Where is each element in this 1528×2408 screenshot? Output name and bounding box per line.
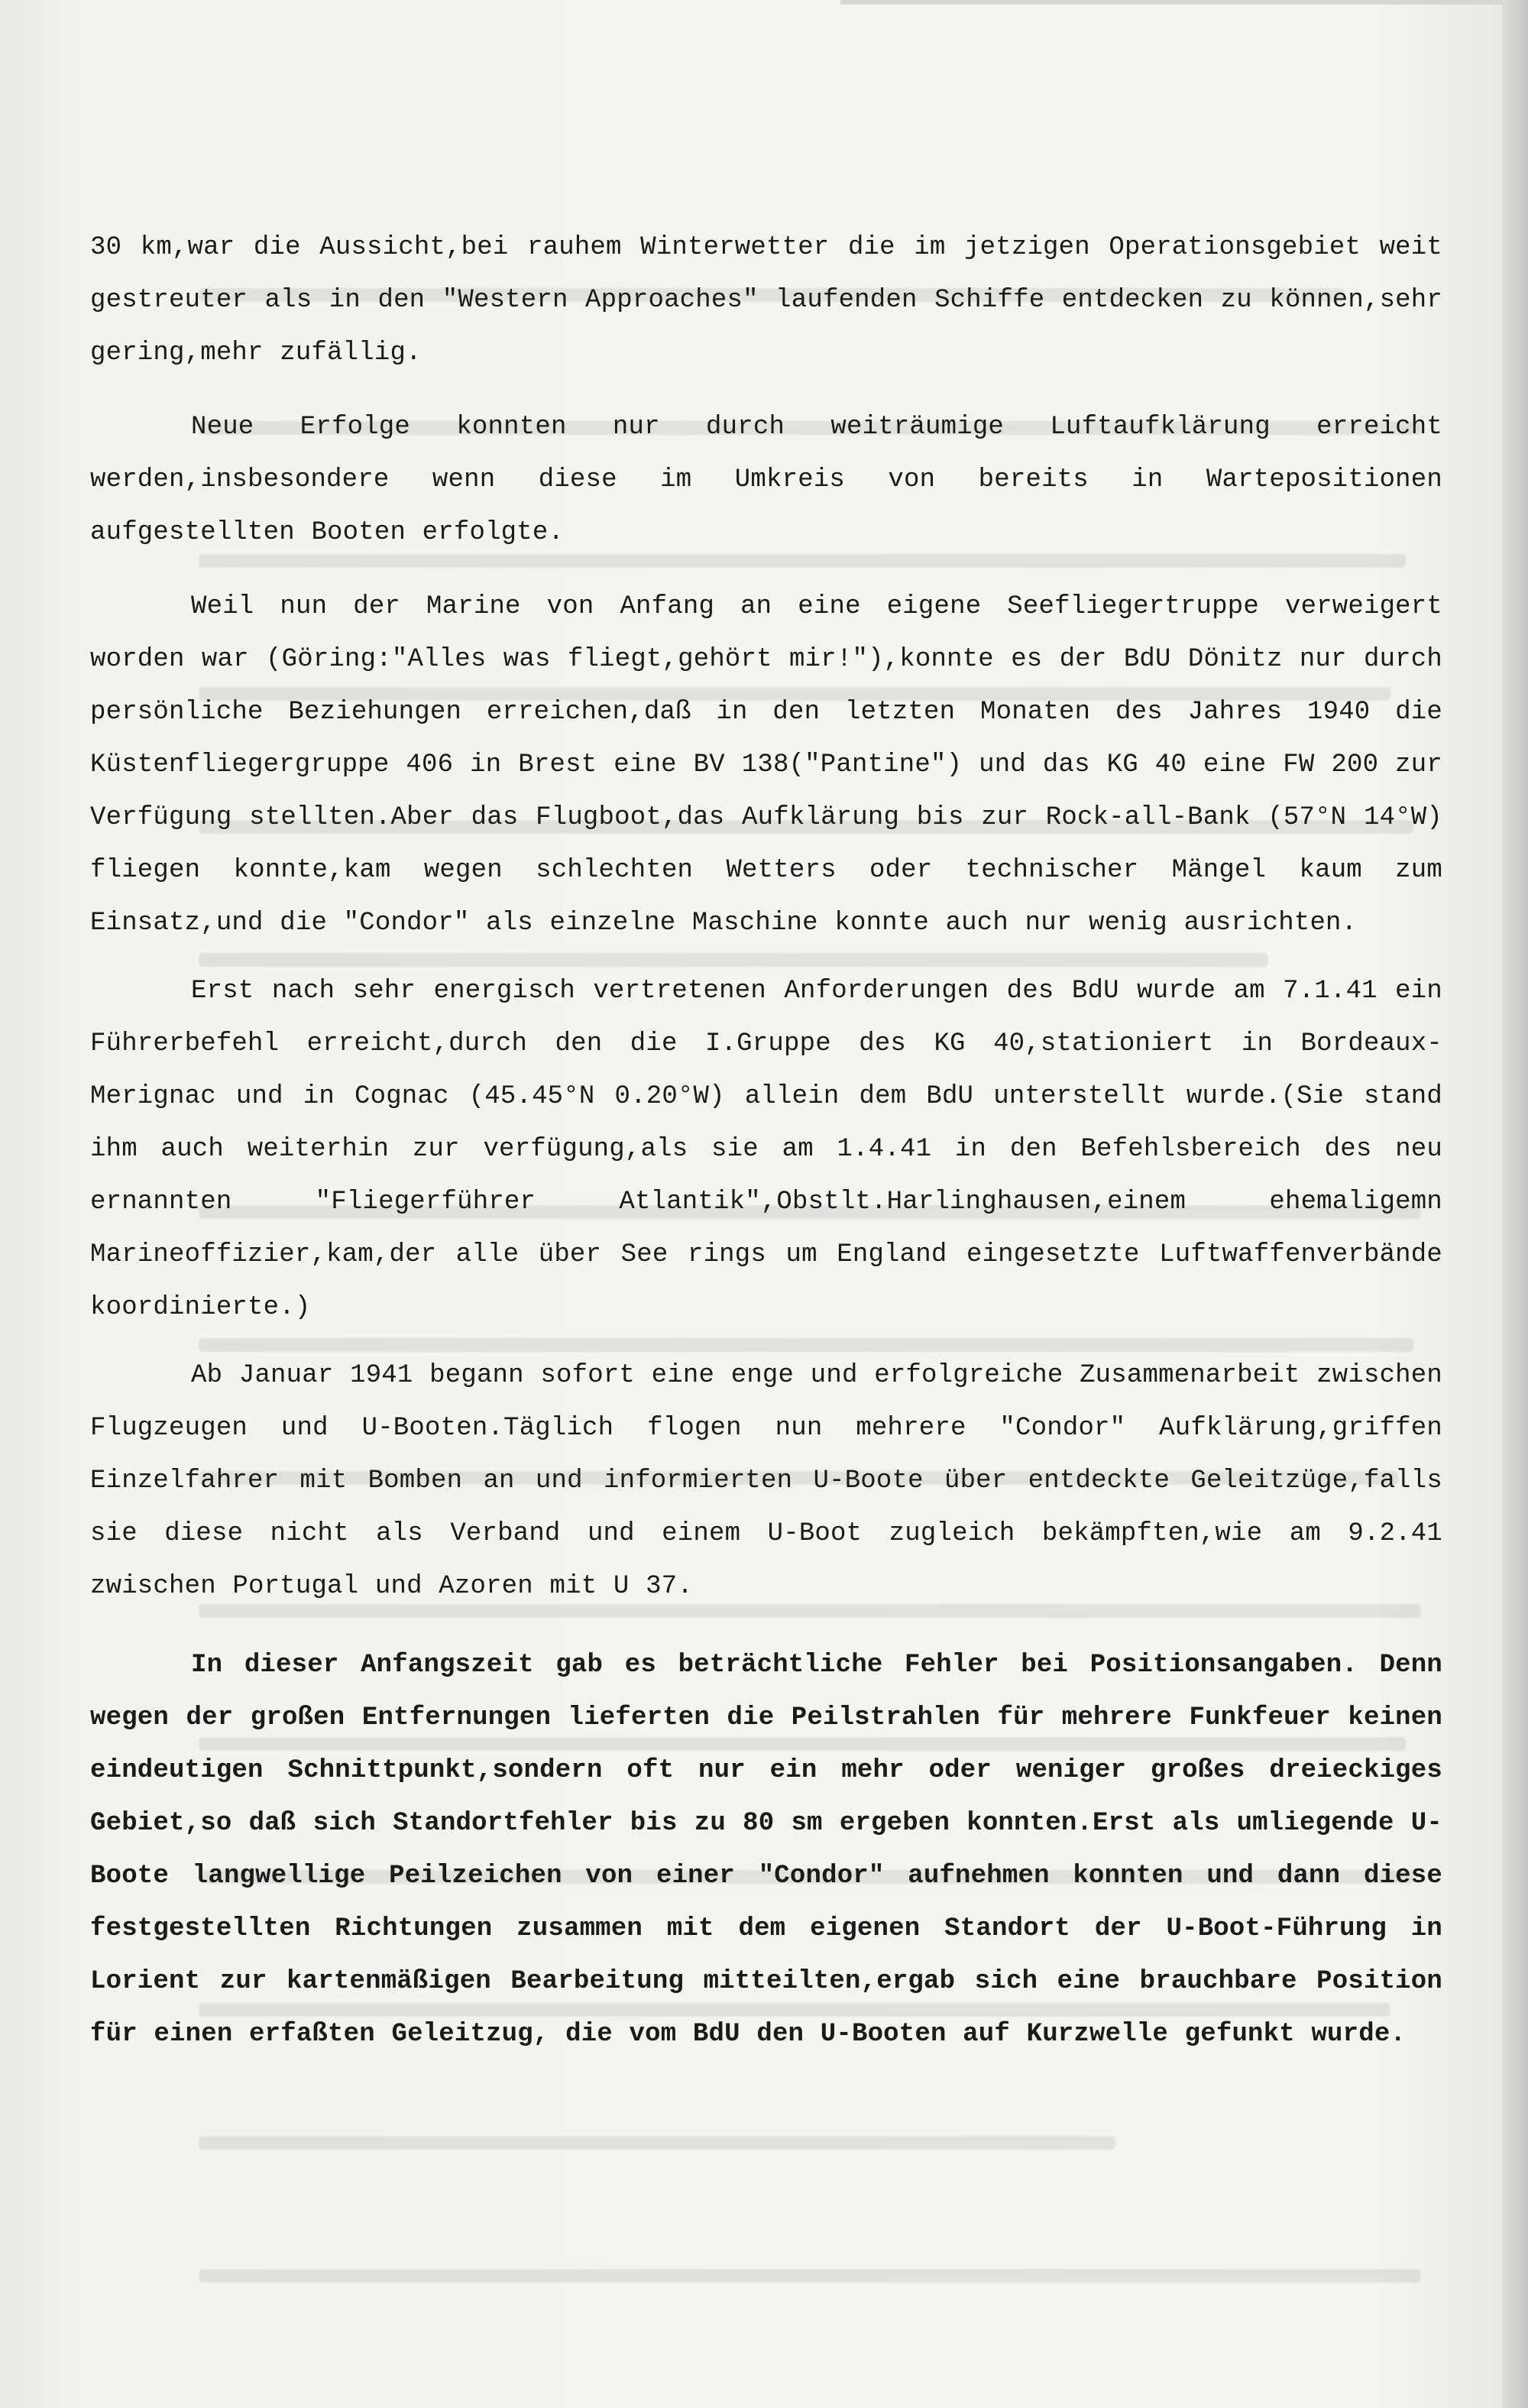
document-body bbox=[90, 222, 1442, 2061]
scan-edge-top bbox=[840, 0, 1502, 5]
scan-edge-right bbox=[1502, 0, 1528, 2408]
paragraph-4: Erst nach sehr energisch vertretenen Anforderungen des BdU wurde am 7.1.41 ein Führerbefehl erreicht,durch den die I.Gruppe des KG 40,stationiert in Bordeaux-Merignac und in Cognac (45.45°N 0.20°W) allein dem BdU unterstellt wurde.(Sie stand ihm auch weiterhin zur verfügung,als sie am 1.4.41 in den Befehlsbereich des neu ernannten "Fliegerführer Atlantik",Obstlt.Harlinghausen,einem ehemaligemn Marineoffizier,kam,der alle über See rings um England eingesetzte Luftwaffenverbände koordinierte.) bbox=[90, 977, 1442, 1322]
paragraph-5: Ab Januar 1941 begann sofort eine enge und erfolgreiche Zusammenarbeit zwischen Flugzeugen und U-Booten.Täglich flogen nun mehrere "Condor" Aufklärung,griffen Einzelfahrer mit Bomben an und informierten U-Boote über entdeckte Geleitzüge,falls sie diese nicht als Verband und einem U-Boot zugleich bekämpften,wie am 9.2.41 zwischen Portugal und Azoren mit U 37. bbox=[90, 1361, 1442, 1601]
paragraph-1: 30 km,war die Aussicht,bei rauhem Winterwetter die im jetzigen Operationsgebiet weit gestreuter als in den "Western Approaches" laufenden Schiffe entdecken zu können,sehr gering,mehr zufällig. bbox=[90, 233, 1442, 368]
paragraph-2: Neue Erfolge konnten nur durch weiträumige Luftaufklärung erreicht werden,insbesondere wenn diese im Umkreis von bereits in Wartepositionen aufgestellten Booten erfolgte. bbox=[90, 413, 1442, 547]
paragraph-3: Weil nun der Marine von Anfang an eine eigene Seefliegertruppe verweigert worden war (Göring:"Alles was fliegt,gehört mir!"),konnte es der BdU Dönitz nur durch persönliche Beziehungen erreichen,daß in den letzten Monaten des Jahres 1940 die Küstenfliegergruppe 406 in Brest eine BV 138("Pantine") und das KG 40 eine FW 200 zur Verfügung stellten.Aber das Flugboot,das Aufklärung bis zur Rock-all-Bank (57°N 14°W) fliegen konnte,kam wegen schlechten Wetters oder technischer Mängel kaum zum Einsatz,und die "Condor" als einzelne Maschine konnte auch nur wenig ausrichten. bbox=[90, 592, 1442, 938]
paragraph-6: In dieser Anfangszeit gab es beträchtliche Fehler bei Positionsangaben. Denn wegen der großen Entfernungen lieferten die Peilstrahlen für mehrere Funkfeuer keinen eindeutigen Schnittpunkt,sondern oft nur ein mehr oder weniger großes dreieckiges Gebiet,so daß sich Standortfehler bis zu 80 sm ergeben konnten.Erst als umliegende U-Boote langwellige Peilzeichen von einer "Condor" aufnehmen konnten und dann diese festgestellten Richtungen zusammen mit dem eigenen Standort der U-Boot-Führung in Lorient zur kartenmäßigen Bearbeitung mitteilten,ergab sich eine brauchbare Position für einen erfaßten Geleitzug, die vom BdU den U-Booten auf Kurzwelle gefunkt wurde. bbox=[90, 1651, 1442, 2049]
